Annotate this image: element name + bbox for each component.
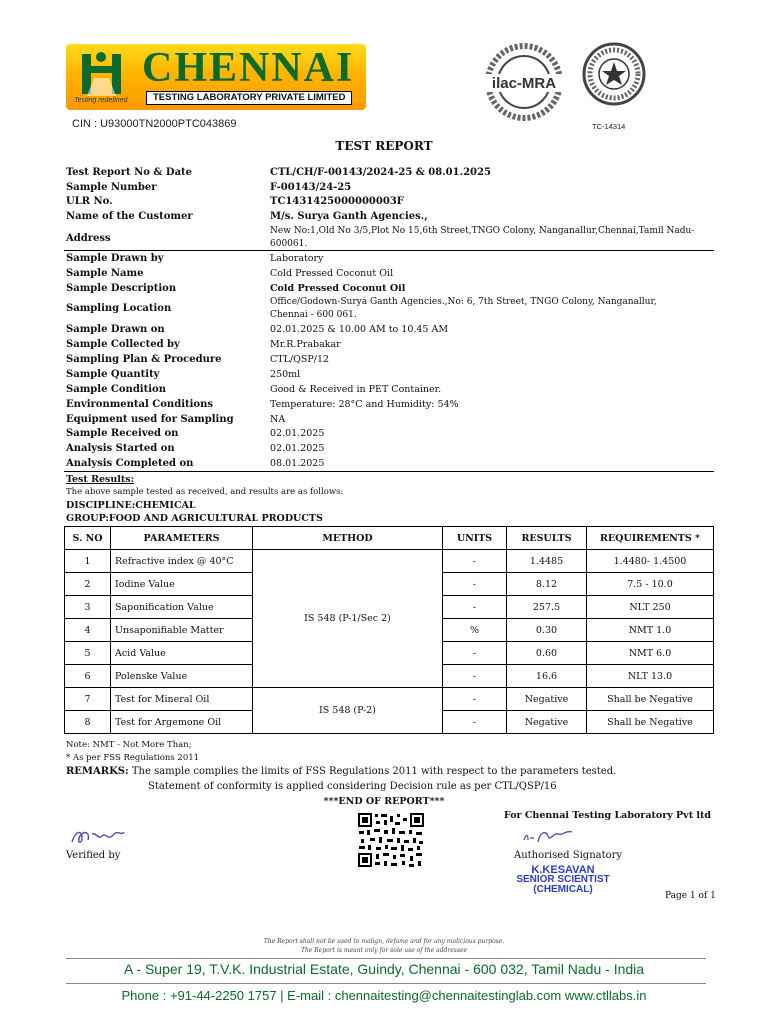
company-logo [66, 44, 366, 110]
column-header: RESULTS [507, 527, 587, 550]
authorised-signatory-label: Authorised Signatory [514, 850, 623, 861]
info-label: ULR No. [66, 196, 113, 207]
discipline-label: DISCIPLINE:CHEMICAL [66, 500, 196, 511]
note-fss: * As per FSS Regulations 2011 [66, 753, 200, 763]
cell-parameter: Test for Mineral Oil [111, 688, 253, 711]
stamp-name: K.KESAVAN [531, 864, 595, 876]
sample-value: NA [270, 414, 286, 425]
sample-value: Temperature: 28°C and Humidity: 54% [270, 399, 459, 410]
company-name: CHENNAI [142, 45, 355, 91]
cell-sno: 7 [65, 688, 111, 711]
sample-label: Equipment used for Sampling [66, 414, 234, 425]
results-table [64, 526, 714, 734]
divider [64, 250, 714, 251]
cell-requirement: Shall be Negative [587, 688, 714, 711]
accreditation-seal-icon [582, 42, 646, 106]
footer-divider [66, 983, 706, 984]
cell-units: % [443, 619, 507, 642]
cell-method: IS 548 (P-2) [253, 688, 443, 734]
cell-parameter: Unsaponifiable Matter [111, 619, 253, 642]
sample-label: Sampling Location [66, 303, 172, 314]
ilac-mra-logo-icon [476, 42, 572, 122]
disclaimer-line1: The Report shall not be used to malign, defame and for any malicious purpose. [263, 938, 505, 945]
cell-method: IS 548 (P-1/Sec 2) [253, 550, 443, 688]
table-row [65, 550, 714, 573]
authoriser-signature-icon [520, 826, 580, 848]
cell-parameter: Iodine Value [111, 573, 253, 596]
sample-value: 02.01.2025 [270, 443, 325, 454]
cell-units: - [443, 550, 507, 573]
sample-label: Sample Drawn on [66, 324, 165, 335]
column-header: PARAMETERS [111, 527, 253, 550]
cell-requirement: Shall be Negative [587, 711, 714, 734]
results-intro-text: The above sample tested as received, and results are as follows: [66, 487, 344, 497]
info-label: Name of the Customer [66, 211, 193, 222]
cin-number: CIN : U93000TN2000PTC043869 [72, 118, 237, 130]
note-nmt: Note: NMT - Not More Than; [66, 740, 192, 750]
sample-value: Mr.R.Prabakar [270, 339, 341, 350]
group-label: GROUP:FOOD AND AGRICULTURAL PRODUCTS [66, 513, 323, 524]
cell-sno: 3 [65, 596, 111, 619]
cell-units: - [443, 665, 507, 688]
cell-sno: 6 [65, 665, 111, 688]
sample-value: Chennai - 600 061. [270, 310, 357, 320]
cell-sno: 2 [65, 573, 111, 596]
divider [64, 471, 714, 472]
cell-sno: 1 [65, 550, 111, 573]
footer-contact: Phone : +91-44-2250 1757 | E-mail : chennaitesting@chennaitestinglab.com www.ctllabs.in [121, 988, 647, 1003]
verified-by-label: Verified by [66, 850, 121, 861]
cell-sno: 5 [65, 642, 111, 665]
cell-parameter: Acid Value [111, 642, 253, 665]
column-header: REQUIREMENTS * [587, 527, 714, 550]
sample-value: Cold Pressed Coconut Oil [270, 283, 406, 294]
column-header: S. NO [65, 527, 111, 550]
cell-requirement: NLT 250 [587, 596, 714, 619]
sample-value: 02.01.2025 & 10.00 AM to 10.45 AM [270, 324, 449, 335]
sample-value: 02.01.2025 [270, 428, 325, 439]
cell-units: - [443, 711, 507, 734]
sample-label: Sample Description [66, 283, 177, 294]
footer-divider [66, 958, 706, 959]
ulr-number-value: TC1431425000000003F [270, 196, 404, 207]
sample-label: Sample Drawn by [66, 253, 164, 264]
cell-requirement: 7.5 - 10.0 [587, 573, 714, 596]
cell-result: 0.30 [507, 619, 587, 642]
sample-value: Laboratory [270, 253, 324, 264]
address-value-line1: New No:1,Old No 3/5,Plot No 15,6th Street,TNGO Colony, Nanganallur,Chennai,Tamil Nadu- [270, 226, 695, 236]
sample-label: Sample Quantity [66, 369, 160, 380]
cell-result: Negative [507, 688, 587, 711]
sample-label: Sampling Plan & Procedure [66, 354, 222, 365]
remarks-text: The sample complies the limits of FSS Regulations 2011 with respect to the parameters tested. [131, 766, 617, 777]
sample-label: Sample Name [66, 268, 144, 279]
cell-result: 1.4485 [507, 550, 587, 573]
cell-result: 0.60 [507, 642, 587, 665]
customer-name-value: M/s. Surya Ganth Agencies., [270, 211, 428, 222]
column-header: METHOD [253, 527, 443, 550]
sample-value: 250ml [270, 369, 301, 380]
company-tagline: Testing redefined [74, 97, 128, 104]
sample-label: Sample Received on [66, 428, 179, 439]
remarks-label: REMARKS: [66, 766, 129, 777]
cell-sno: 4 [65, 619, 111, 642]
sample-number-value: F-00143/24-25 [270, 182, 352, 193]
cell-result: 257.5 [507, 596, 587, 619]
cell-units: - [443, 573, 507, 596]
verifier-signature-icon [68, 826, 128, 848]
table-header-row [65, 527, 714, 550]
disclaimer-line2: The Report is meant only for sole use of the addressee [300, 947, 468, 954]
column-header: UNITS [443, 527, 507, 550]
qr-code-icon [357, 812, 425, 868]
cell-parameter: Refractive index @ 40°C [111, 550, 253, 573]
stamp-title: SENIOR SCIENTIST [516, 874, 610, 885]
cell-units: - [443, 596, 507, 619]
cell-units: - [443, 688, 507, 711]
sample-value: 08.01.2025 [270, 458, 325, 469]
report-number-value: CTL/CH/F-00143/2024-25 & 08.01.2025 [270, 167, 491, 178]
for-company-label: For Chennai Testing Laboratory Pvt ltd [504, 810, 712, 821]
footer-address: A - Super 19, T.V.K. Industrial Estate, Guindy, Chennai - 600 032, Tamil Nadu - India [123, 961, 645, 977]
conformity-statement: Statement of conformity is applied considering Decision rule as per CTL/QSP/16 [148, 781, 557, 792]
cell-requirement: NMT 1.0 [587, 619, 714, 642]
cell-sno: 8 [65, 711, 111, 734]
cell-parameter: Saponification Value [111, 596, 253, 619]
stamp-dept: (CHEMICAL) [533, 884, 593, 895]
cell-units: - [443, 642, 507, 665]
sample-label: Analysis Started on [66, 443, 175, 454]
cell-parameter: Test for Argemone Oil [111, 711, 253, 734]
cell-parameter: Polenske Value [111, 665, 253, 688]
cell-requirement: 1.4480- 1.4500 [587, 550, 714, 573]
sample-value: CTL/QSP/12 [270, 354, 330, 365]
report-title: TEST REPORT [335, 139, 433, 153]
cell-requirement: NLT 13.0 [587, 665, 714, 688]
end-of-report: ***END OF REPORT*** [323, 796, 445, 807]
results-heading: Test Results: [66, 474, 135, 485]
signatory-stamp [498, 865, 628, 895]
info-label: Address [66, 233, 111, 244]
sample-label: Sample Collected by [66, 339, 180, 350]
company-subtitle: TESTING LABORATORY PRIVATE LIMITED [146, 91, 352, 105]
page-number: Page 1 of 1 [665, 891, 716, 901]
cell-result: Negative [507, 711, 587, 734]
sample-label: Sample Condition [66, 384, 166, 395]
remarks [66, 766, 616, 777]
sample-value: Office/Godown-Surya Ganth Agencies.,No: 6, 7th Street, TNGO Colony, Nanganallur, [270, 297, 657, 307]
address-value-line2: 600061. [270, 239, 308, 249]
cell-requirement: NMT 6.0 [587, 642, 714, 665]
sample-value: Cold Pressed Coconut Oil [270, 268, 394, 279]
table-row [65, 688, 714, 711]
ilac-mra-text: ilac-MRA [491, 75, 557, 92]
tc-code: TC-14314 [592, 122, 626, 131]
info-label: Sample Number [66, 182, 157, 193]
sample-label: Environmental Conditions [66, 399, 213, 410]
sample-label: Analysis Completed on [66, 458, 194, 469]
info-label: Test Report No & Date [66, 167, 193, 178]
sample-value: Good & Received in PET Container. [270, 384, 442, 395]
cell-result: 16.6 [507, 665, 587, 688]
cell-result: 8.12 [507, 573, 587, 596]
